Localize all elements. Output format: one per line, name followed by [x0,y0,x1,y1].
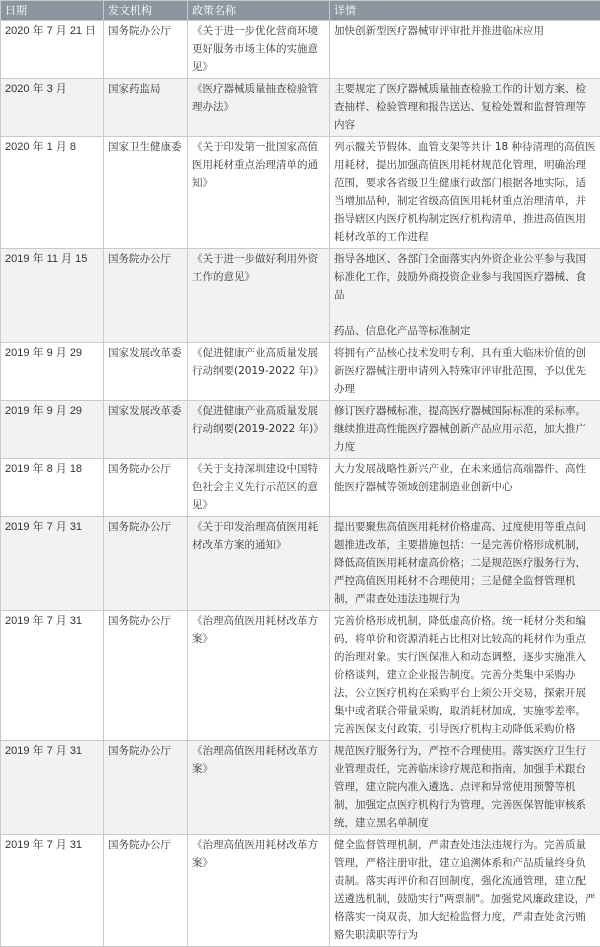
row-org: 国务院办公厅 [104,249,188,343]
row-org: 国务院办公厅 [104,835,188,947]
row-org: 国家药监局 [104,79,188,137]
table-row [1,741,600,835]
row-detail [330,343,600,401]
row-policy-name: 《治理高值医用耗材改革方案》 [188,611,330,741]
detail-paragraph: 大力发展战略性新兴产业，在未来通信高端器件、高性能医疗器械等领域创建制造业创新中心 [334,460,596,496]
detail-paragraph: 药品、信息化产品等标准制定 [334,322,596,340]
header-org: 发文机构 [104,1,188,21]
row-date: 2019 年 7 月 31 [1,611,104,741]
row-org: 国务院办公厅 [104,459,188,517]
row-policy-name: 《医疗器械质量抽查检验管理办法》 [188,79,330,137]
table-row [1,611,600,741]
row-policy-name: 《关于支持深圳建设中国特色社会主义先行示范区的意见》 [188,459,330,517]
row-detail [330,401,600,459]
table-row [1,401,600,459]
table-header [1,1,600,21]
row-date: 2019 年 9 月 29 [1,343,104,401]
detail-paragraph: 提出要聚焦高值医用耗材价格虚高、过度使用等重点问题推进改革，主要措施包括：一是完善价格形成机制，降低高值医用耗材虚高价格；二是规范医疗服务行为，严控高值医用耗材不合理使用；三是健全监督管理机制，严肃查处违法违规行为 [334,518,596,608]
detail-paragraph: 主要规定了医疗器械质量抽查检验工作的计划方案、检查抽样、检验管理和报告送达、复检处置和监督管理等内容 [334,80,596,134]
row-detail [330,459,600,517]
table-row [1,343,600,401]
table-row [1,517,600,611]
table-row [1,835,600,947]
detail-paragraph: 将拥有产品核心技术发明专利、具有重大临床价值的创新医疗器械注册申请列入特殊审评审批范围，予以优先办理 [334,344,596,398]
row-detail [330,137,600,249]
row-date: 2019 年 7 月 31 [1,741,104,835]
row-date: 2020 年 7 月 21 日 [1,21,104,79]
row-org: 国家发展改革委 [104,343,188,401]
header-detail: 详情 [330,1,600,21]
detail-paragraph: 规范医疗服务行为，严控不合理使用。落实医疗卫生行业管理责任，完善临床诊疗规范和指南，加强手术跟台管理，建立院内准入遴选、点评和异常使用预警等机制，加强定点医疗机构行为管理，完善医保智能审核系统，建立黑名单制度 [334,742,596,832]
row-policy-name: 《关于印发第一批国家高值医用耗材重点治理清单的通知》 [188,137,330,249]
row-detail [330,835,600,947]
row-org: 国家发展改革委 [104,401,188,459]
header-policy-name: 政策名称 [188,1,330,21]
detail-paragraph: 指导各地区、各部门全面落实内外资企业公平参与我国标准化工作，鼓励外商投资企业参与我国医疗器械、食品 [334,250,596,304]
table-row [1,459,600,517]
table-row [1,21,600,79]
row-policy-name: 《关于进一步优化营商环境更好服务市场主体的实施意见》 [188,21,330,79]
row-policy-name: 《促进健康产业高质量发展行动纲要(2019-2022 年)》 [188,343,330,401]
row-policy-name: 《促进健康产业高质量发展行动纲要(2019-2022 年)》 [188,401,330,459]
row-policy-name: 《治理高值医用耗材改革方案》 [188,741,330,835]
row-detail [330,249,600,343]
row-date: 2019 年 9 月 29 [1,401,104,459]
row-org: 国务院办公厅 [104,741,188,835]
detail-paragraph: 列示髋关节假体、血管支架等共计 18 种待清理的高值医用耗材，提出加强高值医用耗材规范化管理，明确治理范围，要求各省级卫生健康行政部门根据各地实际，适当增加品种，制定省级高值医用耗材重点治理清单，并指导辖区内医疗机构制定医疗机构清单，推进高值医用耗材改革的工作进程 [334,138,596,246]
header-row [1,1,600,21]
table-body [1,21,600,947]
header-date: 日期 [1,1,104,21]
row-date: 2020 年 1 月 8 [1,137,104,249]
row-org: 国务院办公厅 [104,611,188,741]
row-detail [330,21,600,79]
row-org: 国务院办公厅 [104,21,188,79]
row-date: 2019 年 7 月 31 [1,835,104,947]
row-date: 2020 年 3 月 [1,79,104,137]
row-policy-name: 《关于进一步做好利用外资工作的意见》 [188,249,330,343]
row-date: 2019 年 8 月 18 [1,459,104,517]
row-date: 2019 年 7 月 31 [1,517,104,611]
row-detail [330,611,600,741]
row-detail [330,517,600,611]
detail-paragraph: 修订医疗器械标准，提高医疗器械国际标准的采标率。继续推进高性能医疗器械创新产品应用示范，加大推广力度 [334,402,596,456]
row-org: 国家卫生健康委 [104,137,188,249]
detail-paragraph: 健全监督管理机制，严肃查处违法违规行为。完善质量管理，严格注册审批，建立追溯体系和产品质量终身负责制。落实再评价和召回制度，强化流通管理，建立配送遴选机制，鼓励实行"两票制"。加强党风廉政建设，严格落实一岗双责，加大纪检监督力度，严肃查处贪污贿赂失职渎职等行为 [334,836,596,944]
row-org: 国务院办公厅 [104,517,188,611]
detail-paragraph: 加快创新型医疗器械审评审批并推进临床应用 [334,22,596,40]
row-policy-name: 《关于印发治理高值医用耗材改革方案的通知》 [188,517,330,611]
row-detail [330,741,600,835]
detail-paragraph: 完善价格形成机制，降低虚高价格。统一耗材分类和编码，将单价和资源消耗占比相对比较高的耗材作为重点的治理对象。实行医保准入和动态调整，逐步实施准入价格谈判，建立企业报告制度。完善分类集中采购办法，公立医疗机构在采购平台上须公开交易，探索开展集中或者联合带量采购，取消耗材加成，实施零差率。完善医保支付政策，引导医疗机构主动降低采购价格 [334,612,596,738]
row-date: 2019 年 11 月 15 [1,249,104,343]
table-row [1,249,600,343]
row-policy-name: 《治理高值医用耗材改革方案》 [188,835,330,947]
row-detail [330,79,600,137]
table-row [1,137,600,249]
table-row [1,79,600,137]
